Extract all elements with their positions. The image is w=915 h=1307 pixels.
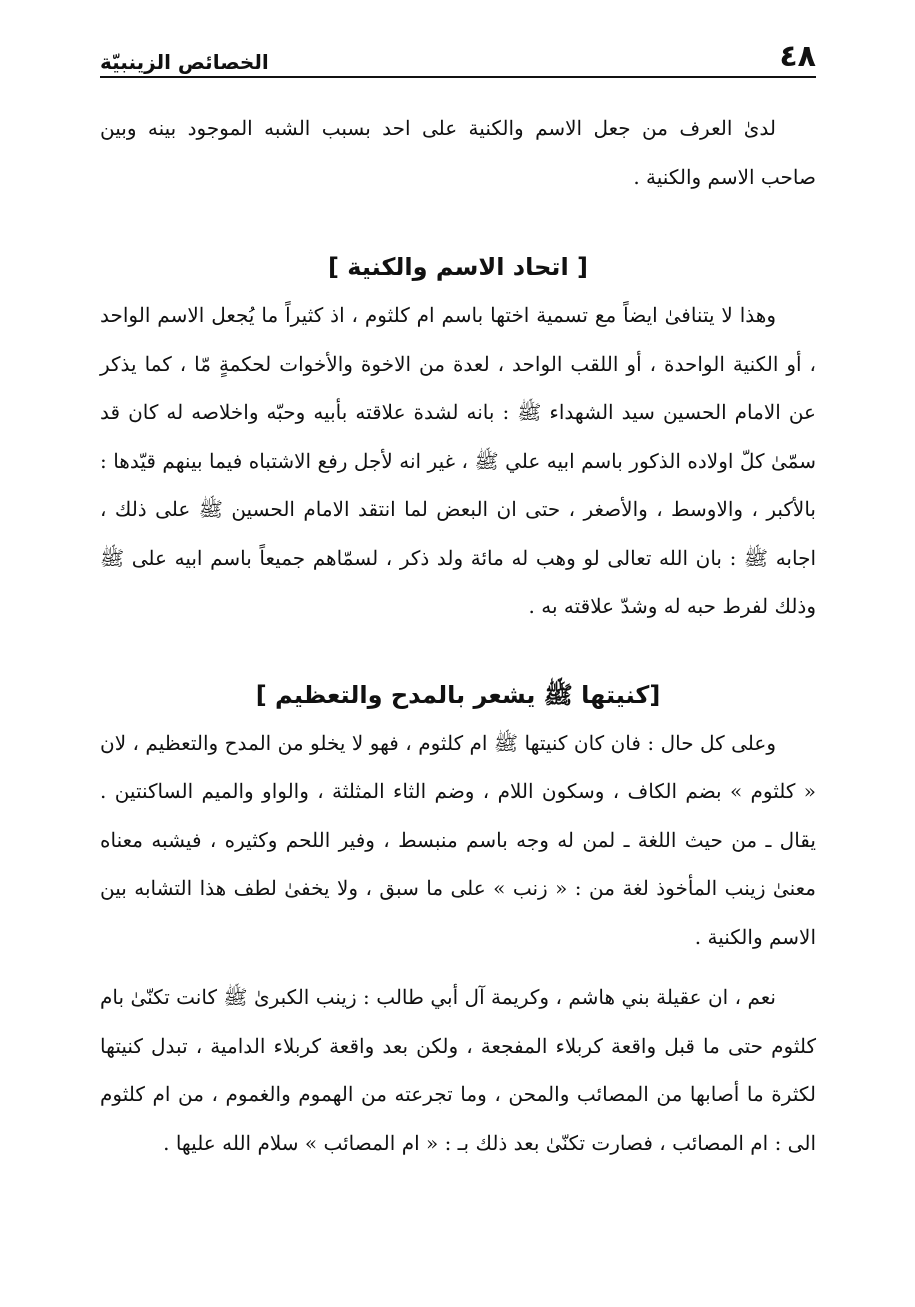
page-header [100,30,816,78]
page-number: ٤٨ [779,39,816,74]
body-text [100,104,816,1167]
section1-paragraph: وهذا لا يتنافىٰ ايضاً مع تسمية اختها باسم ام كلثوم ، اذ كثيراً ما يُجعل الاسم الواحد ، أو الكنية الواحدة ، أو اللقب الواحد ، لعدة من الاخوة والأخوات لحكمةٍ مّا ، كما يذكر عن الامام الحسين سيد الشهداء ﷺ : بانه لشدة علاقته بأبيه وحبّه واخلاصه له كان قد سمّىٰ كلّ اولاده الذكور باسم ابيه علي ﷺ ، غير انه لأجل رفع الاشتباه فيما بينهم قيّدها : بالأكبر ، والاوسط ، والأصغر ، حتى ان البعض لما انتقد الامام الحسين ﷺ على ذلك ، اجابه ﷺ : بان الله تعالى لو وهب له مائة ولد ذكر ، لسمّاهم جميعاً باسم ابيه على ﷺ وذلك لفرط حبه له وشدّ علاقته به . [100,303,816,618]
section-title-name-and-kunya: [ اتحاد الاسم والكنية ] [327,253,588,281]
intro-paragraph: لدىٰ العرف من جعل الاسم والكنية على احد بسبب الشبه الموجود بينه وبين صاحب الاسم والكنية . [100,116,816,189]
section2-paragraph-2: نعم ، ان عقيلة بني هاشم ، وكريمة آل أبي طالب : زينب الكبرىٰ ﷺ كانت تكنّىٰ بام كلثوم حتى ما قبل واقعة كربلاء المفجعة ، ولكن بعد واقعة كربلاء الدامية ، تبدل كنيتها لكثرة ما أصابها من المصائب والمحن ، وما تجرعته من الهموم والغموم ، من ام كلثوم الى : ام المصائب ، فصارت تكنّىٰ بعد ذلك بـ : « ام المصائب » سلام الله عليها . [100,985,816,1155]
section-title-kunya-praise: [كنيتها ﷺ يشعر بالمدح والتعظيم ] [255,680,661,709]
running-title: الخصائص الزينبيّة [100,50,269,74]
section2-paragraph-1: وعلى كل حال : فان كان كنيتها ﷺ ام كلثوم ، فهو لا يخلو من المدح والتعظيم ، لان « كلثوم » بضم الكاف ، وسكون اللام ، وضم الثاء المثلثة ، والواو والميم الساكنتين . يقال ـ من حيث اللغة ـ لمن له وجه باسم منبسط ، وفير اللحم وكثيره ، فيشبه معناه معنىٰ زينب المأخوذ لغة من : « زنب » على ما سبق ، ولا يخفىٰ لطف هذا التشابه بين الاسم والكنية . [100,730,816,949]
